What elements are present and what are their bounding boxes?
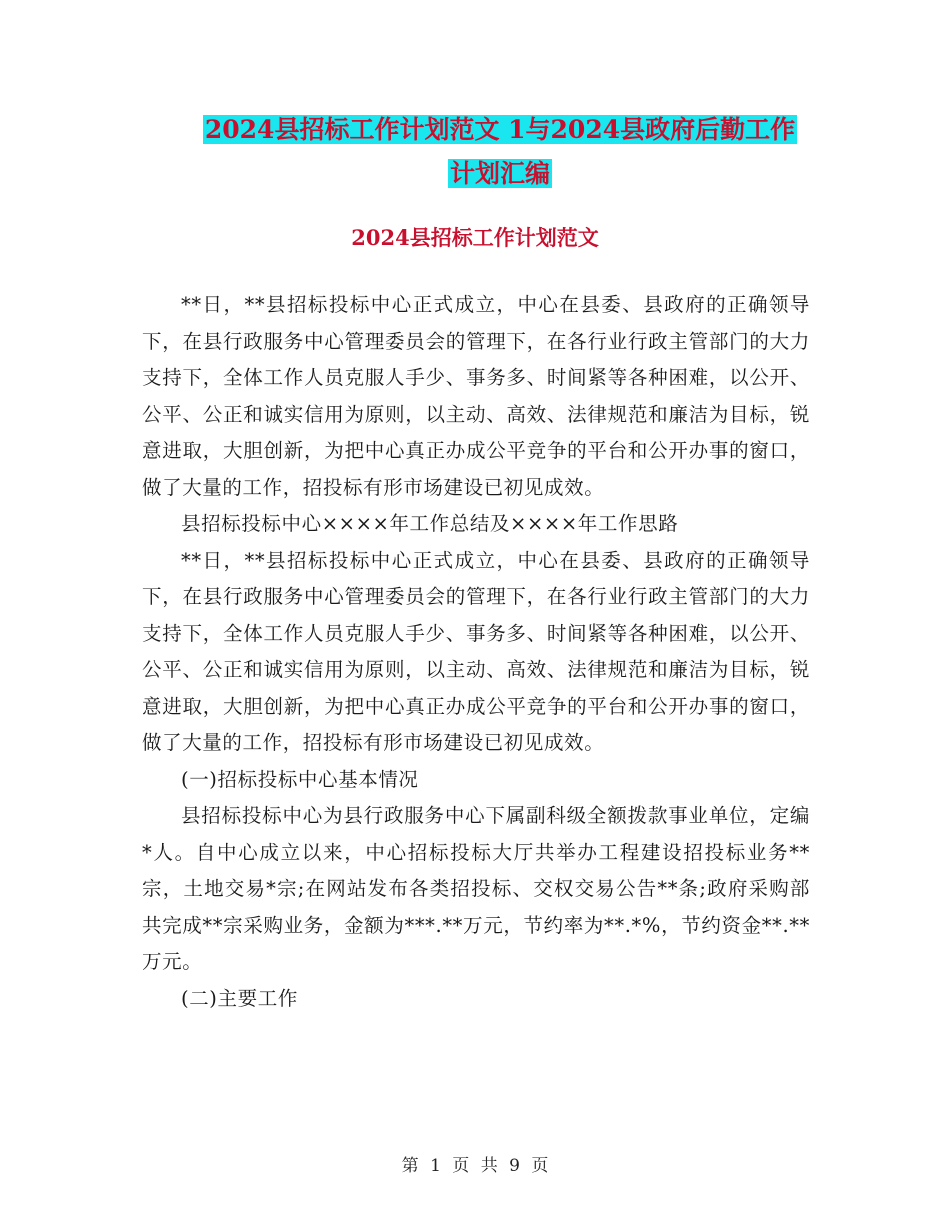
paragraph: (一)招标投标中心基本情况 <box>181 767 419 791</box>
page-footer: 第 1 页 共 9 页 <box>401 1156 549 1176</box>
paragraph: (二)主要工作 <box>181 986 298 1010</box>
paragraph: **日，**县招标投标中心正式成立，中心在县委、县政府的正确领导下，在县行政服务中心管理委员会的管理下，在各行业行政主管部门的大力支持下，全体工作人员克服人手少、事务多、时间紧等各种困难，以公开、公平、公正和诚实信用为原则，以主动、高效、法律规范和廉洁为目标，锐意进取，大胆创新，为把中心真正办成公平竞争的平台和公开办事的窗口，做了大量的工作，招投标有形市场建设已初见成效。 <box>142 293 810 499</box>
paragraph: **日，**县招标投标中心正式成立，中心在县委、县政府的正确领导下，在县行政服务中心管理委员会的管理下，在各行业行政主管部门的大力支持下，全体工作人员克服人手少、事务多、时间紧等各种困难，以公开、公平、公正和诚实信用为原则，以主动、高效、法律规范和廉洁为目标，锐意进取，大胆创新，为把中心真正办成公平竞争的平台和公开办事的窗口，做了大量的工作，招投标有形市场建设已初见成效。 <box>142 548 810 754</box>
title-highlight: 2024县招标工作计划范文 1与2024县政府后勤工作 <box>204 115 796 144</box>
document-title-line-2 <box>120 152 880 196</box>
document-title-line-1 <box>120 108 880 152</box>
section-heading: 2024县招标工作计划范文 <box>351 225 599 250</box>
title-highlight: 计划汇编 <box>449 159 550 188</box>
paragraph: 县招标投标中心××××年工作总结及××××年工作思路 <box>181 512 679 535</box>
paragraph: 县招标投标中心为县行政服务中心下属副科级全额拨款事业单位，定编*人。自中心成立以来，中心招标投标大厅共举办工程建设招投标业务**宗，土地交易*宗;在网站发布各类招投标、交权交易公告**条;政府采购部共完成**宗采购业务，金额为***.**万元，节约率为**.*%，节约资金**.**万元。 <box>142 804 810 973</box>
document-body <box>142 287 810 1017</box>
